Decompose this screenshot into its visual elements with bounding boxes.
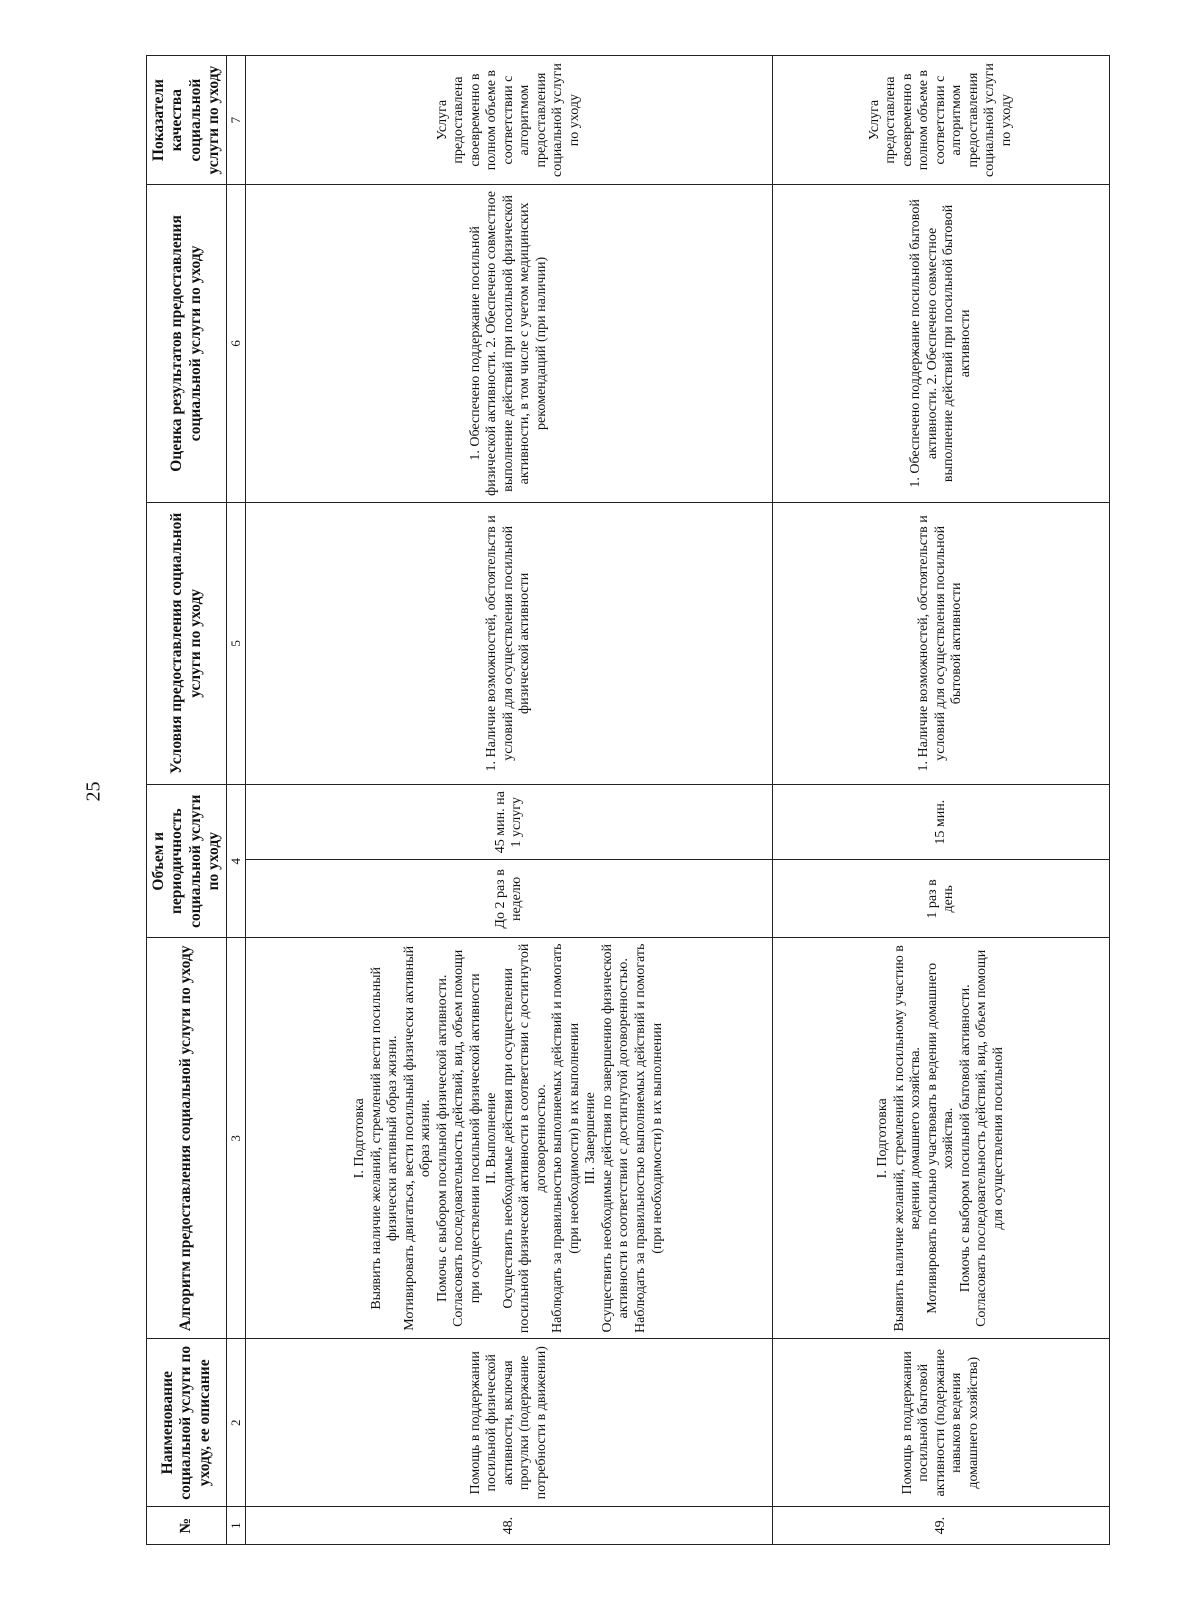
service-conditions: 1. Наличие возможностей, обстоятельств и условий для осуществления посильной бытовой активности [773, 502, 1110, 784]
header-no: № [147, 1507, 227, 1545]
column-number: 6 [227, 185, 246, 502]
algorithm-step: I. Подготовка [875, 1098, 891, 1179]
algorithm-step: Помочь с выбором посильной физической активности. [434, 974, 450, 1302]
service-volume: 15 мин. [773, 785, 1110, 860]
service-quality: Услуга предоставлена своевременно в полном объеме в соответствии с алгоритмом предоставления социальной услуги по уходу [773, 56, 1110, 185]
column-number: 3 [227, 938, 246, 1339]
algorithm-step: Согласовать последовательность действий, вид, объем помощи при осуществлении посильной физической активности [451, 949, 483, 1327]
header-evaluation: Оценка результатов предоставления социальной услуги по уходу [147, 185, 227, 502]
service-evaluation: 1. Обеспечено поддержание посильной бытовой активности. 2. Обеспечено совместное выполнение действий при посильной бытовой активности [773, 185, 1110, 502]
algorithm-step: III. Завершение [583, 1092, 599, 1185]
algorithm-step: Мотивировать посильно участвовать в ведении домашнего хозяйства. [924, 962, 957, 1314]
row-number: 49. [773, 1507, 1110, 1545]
algorithm-step: Выявить наличие желаний, стремлений к посильному участию в ведении домашнего хозяйства. [891, 945, 924, 1332]
service-frequency: До 2 раз в неделю [246, 860, 773, 938]
header-algorithm: Алгоритм предоставления социальной услуги по уходу [147, 938, 227, 1339]
service-algorithm [773, 938, 1110, 1339]
column-number: 2 [227, 1339, 246, 1507]
algorithm-step: Помочь с выбором посильной бытовой активности. [957, 984, 973, 1293]
algorithm-step: I. Подготовка [352, 1098, 368, 1179]
header-row [147, 56, 227, 1545]
column-number: 4 [227, 785, 246, 938]
column-number: 5 [227, 502, 246, 784]
service-volume: 45 мин. на 1 услугу [246, 785, 773, 860]
table-row [246, 56, 773, 1545]
rotated-table-frame [146, 55, 1051, 1545]
service-name: Помощь в поддержании посильной физической активности, включая прогулки (подержание потребности в движении) [246, 1339, 773, 1507]
column-number-row [227, 56, 246, 1545]
algorithm-step: Наблюдать за правильностью выполняемых действий и помогать (при необходимости) в их выполнении [550, 943, 582, 1334]
algorithm-step: Наблюдать за правильностью выполняемых действий и помогать (при необходимости) в их выполнении [632, 943, 665, 1334]
algorithm-step: Осуществить необходимые действия по завершению физической активности в соответствии с достигнутой договоренностью. [599, 944, 632, 1333]
algorithm-step: Выявить наличие желаний, стремлений вести посильный физически активный образ жизни. [368, 966, 401, 1310]
algorithm-step: II. Выполнение [484, 1092, 500, 1184]
header-volume: Объем и периодичность социальной услуги по уходу [147, 785, 227, 938]
service-algorithm [246, 938, 773, 1339]
services-table [146, 55, 1110, 1545]
service-name: Помощь в поддержании посильной бытовой активности (подержание навыков ведения домашнего хозяйства) [773, 1339, 1110, 1507]
column-number: 7 [227, 56, 246, 185]
header-conditions: Условия предоставления социальной услуги по уходу [147, 502, 227, 784]
service-frequency: 1 раз в день [773, 860, 1110, 938]
table-row [773, 56, 1110, 1545]
algorithm-step: Осуществить необходимые действия при осуществлении посильной физической активности в соответствии с достигнутой договоренностью. [500, 943, 549, 1334]
service-conditions: 1. Наличие возможностей, обстоятельств и условий для осуществления посильной физической активности [246, 502, 773, 784]
service-quality: Услуга предоставлена своевременно в полном объеме в соответствии с алгоритмом предоставления социальной услуги по уходу [246, 56, 773, 185]
algorithm-step: Согласовать последовательность действий, вид, объем помощи для осуществления посильной [974, 949, 1006, 1327]
column-number: 1 [227, 1507, 246, 1545]
row-number: 48. [246, 1507, 773, 1545]
header-quality: Показатели качества социальной услуги по уходу [147, 56, 227, 185]
header-name: Наименование социальной услуги по уходу, ее описание [147, 1339, 227, 1507]
service-evaluation: 1. Обеспечено поддержание посильной физической активности. 2. Обеспечено совместное выполнение действий при посильной физической активности, в том числе с учетом медицинских рекомендаций (при наличии) [246, 185, 773, 502]
algorithm-step: Мотивировать двигаться, вести посильный физически активный образ жизни. [401, 945, 434, 1331]
page-number: 25 [82, 781, 105, 802]
